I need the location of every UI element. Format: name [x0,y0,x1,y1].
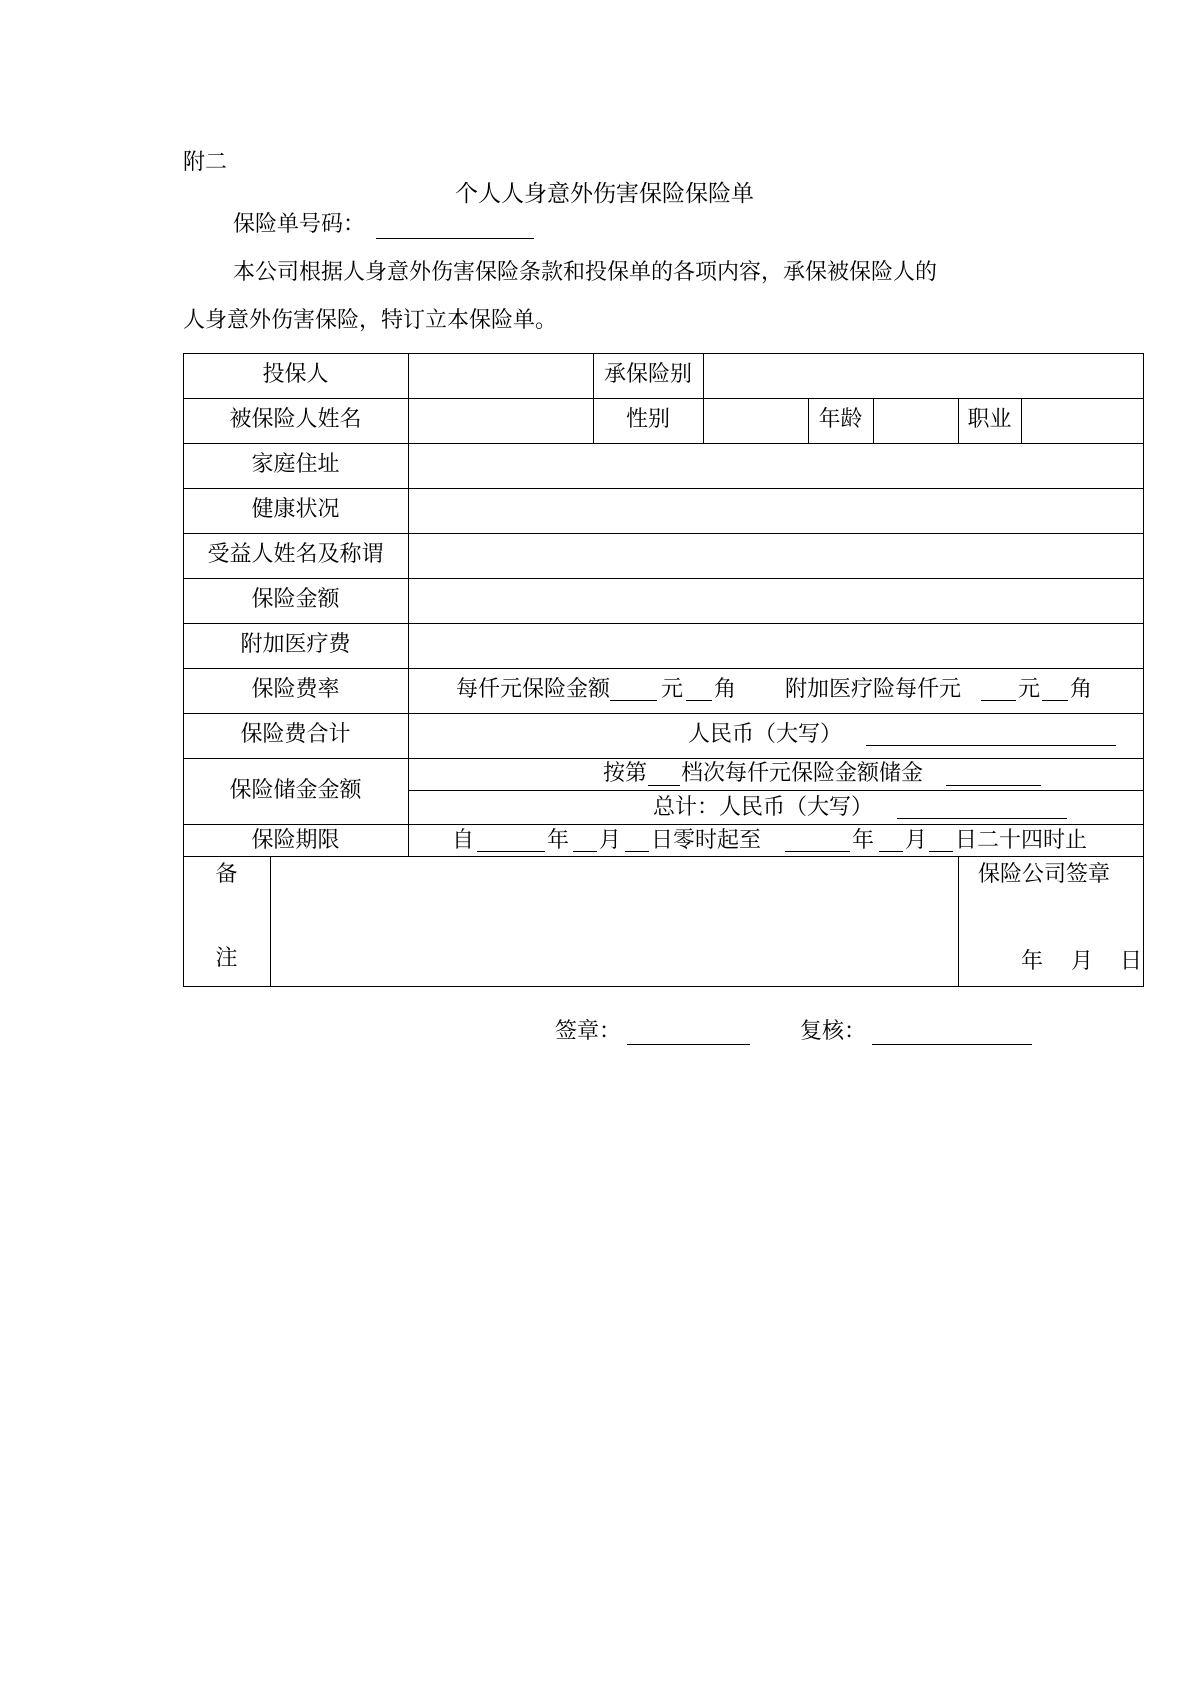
premium-total-field[interactable] [866,745,1116,746]
savings-amount-label: 保险储金金额 [229,778,362,803]
signature-field[interactable] [627,1044,750,1045]
premium-total-label: 保险费合计 [240,722,351,747]
gender-label: 性别 [625,407,670,432]
savings-by-mid: 档次每仟元保险金额储金 [681,761,924,786]
company-seal-label: 保险公司签章 [978,862,1111,887]
page-title: 个人人身意外伤害保险保险单 [455,181,754,207]
rate-1-jiao: 角 [714,677,737,702]
premium-total-rmb-label: 人民币（大写） [688,722,843,747]
period-start-day-blank[interactable] [625,851,649,852]
policy-number-label: 保险单号码： [233,212,366,237]
period-start-year-blank[interactable] [477,851,545,852]
savings-tier-blank[interactable] [648,785,680,786]
rate-2-prefix: 附加医疗险每仟元 [785,677,962,702]
health-status-field[interactable] [409,489,1142,533]
review-label: 复核： [800,1019,867,1044]
period-label: 保险期限 [251,828,340,853]
savings-total-field[interactable] [897,818,1067,819]
sum-insured-label: 保险金额 [251,587,340,612]
sum-insured-field[interactable] [409,579,1142,623]
period-day-2: 日二十四时止 [955,828,1088,853]
intro-line-1: 本公司根据人身意外伤害保险条款和投保单的各项内容，承保被保险人的 [233,260,938,285]
seal-date-year: 年 [1021,949,1044,974]
premium-rate-label: 保险费率 [251,677,340,702]
rate-2-yuan-blank[interactable] [981,700,1016,701]
period-from: 自 [452,828,475,853]
beneficiary-label: 受益人姓名及称谓 [207,542,384,567]
gender-field[interactable] [704,399,807,443]
savings-total-label: 总计：人民币（大写） [653,795,874,820]
home-address-label: 家庭住址 [251,452,340,477]
rate-1-yuan-blank[interactable] [610,700,657,701]
policy-number-field[interactable] [376,238,534,239]
remarks-label-char-2: 注 [215,946,238,971]
occupation-label: 职业 [967,407,1012,432]
seal-date-day: 日 [1120,949,1143,974]
review-field[interactable] [872,1044,1032,1045]
coverage-type-field[interactable] [704,354,1142,398]
intro-line-2: 人身意外伤害保险，特订立本保险单。 [183,308,558,333]
rate-1-prefix: 每仟元保险金额 [456,677,611,702]
rate-2-jiao-blank[interactable] [1042,700,1068,701]
savings-deposit-blank[interactable] [946,785,1041,786]
age-label: 年龄 [818,407,863,432]
rate-1-jiao-blank[interactable] [686,700,712,701]
health-status-label: 健康状况 [251,497,340,522]
period-start-month-blank[interactable] [573,851,597,852]
insured-name-field[interactable] [409,399,592,443]
additional-medical-label: 附加医疗费 [240,632,351,657]
savings-by-prefix: 按第 [603,761,648,786]
appendix-label: 附二 [183,150,228,175]
period-month-2: 月 [905,828,928,853]
remarks-field[interactable] [271,857,957,985]
rate-1-yuan: 元 [661,677,684,702]
period-year-1: 年 [547,828,570,853]
period-day-1: 日零时起至 [651,828,762,853]
seal-date-month: 月 [1071,949,1094,974]
rate-2-jiao: 角 [1070,677,1093,702]
period-year-2: 年 [852,828,875,853]
rate-2-yuan: 元 [1018,677,1041,702]
beneficiary-field[interactable] [409,534,1142,578]
occupation-field[interactable] [1022,399,1142,443]
remarks-label-char-1: 备 [215,862,238,887]
signature-label: 签章： [555,1019,622,1044]
age-field[interactable] [874,399,957,443]
additional-medical-field[interactable] [409,624,1142,668]
policyholder-label: 投保人 [262,362,329,387]
period-month-1: 月 [599,828,622,853]
period-end-month-blank[interactable] [879,851,903,852]
coverage-type-label: 承保险别 [603,362,692,387]
insured-name-label: 被保险人姓名 [229,407,362,432]
period-end-year-blank[interactable] [785,851,850,852]
period-end-day-blank[interactable] [929,851,953,852]
home-address-field[interactable] [409,444,1142,488]
policyholder-field[interactable] [409,354,592,398]
